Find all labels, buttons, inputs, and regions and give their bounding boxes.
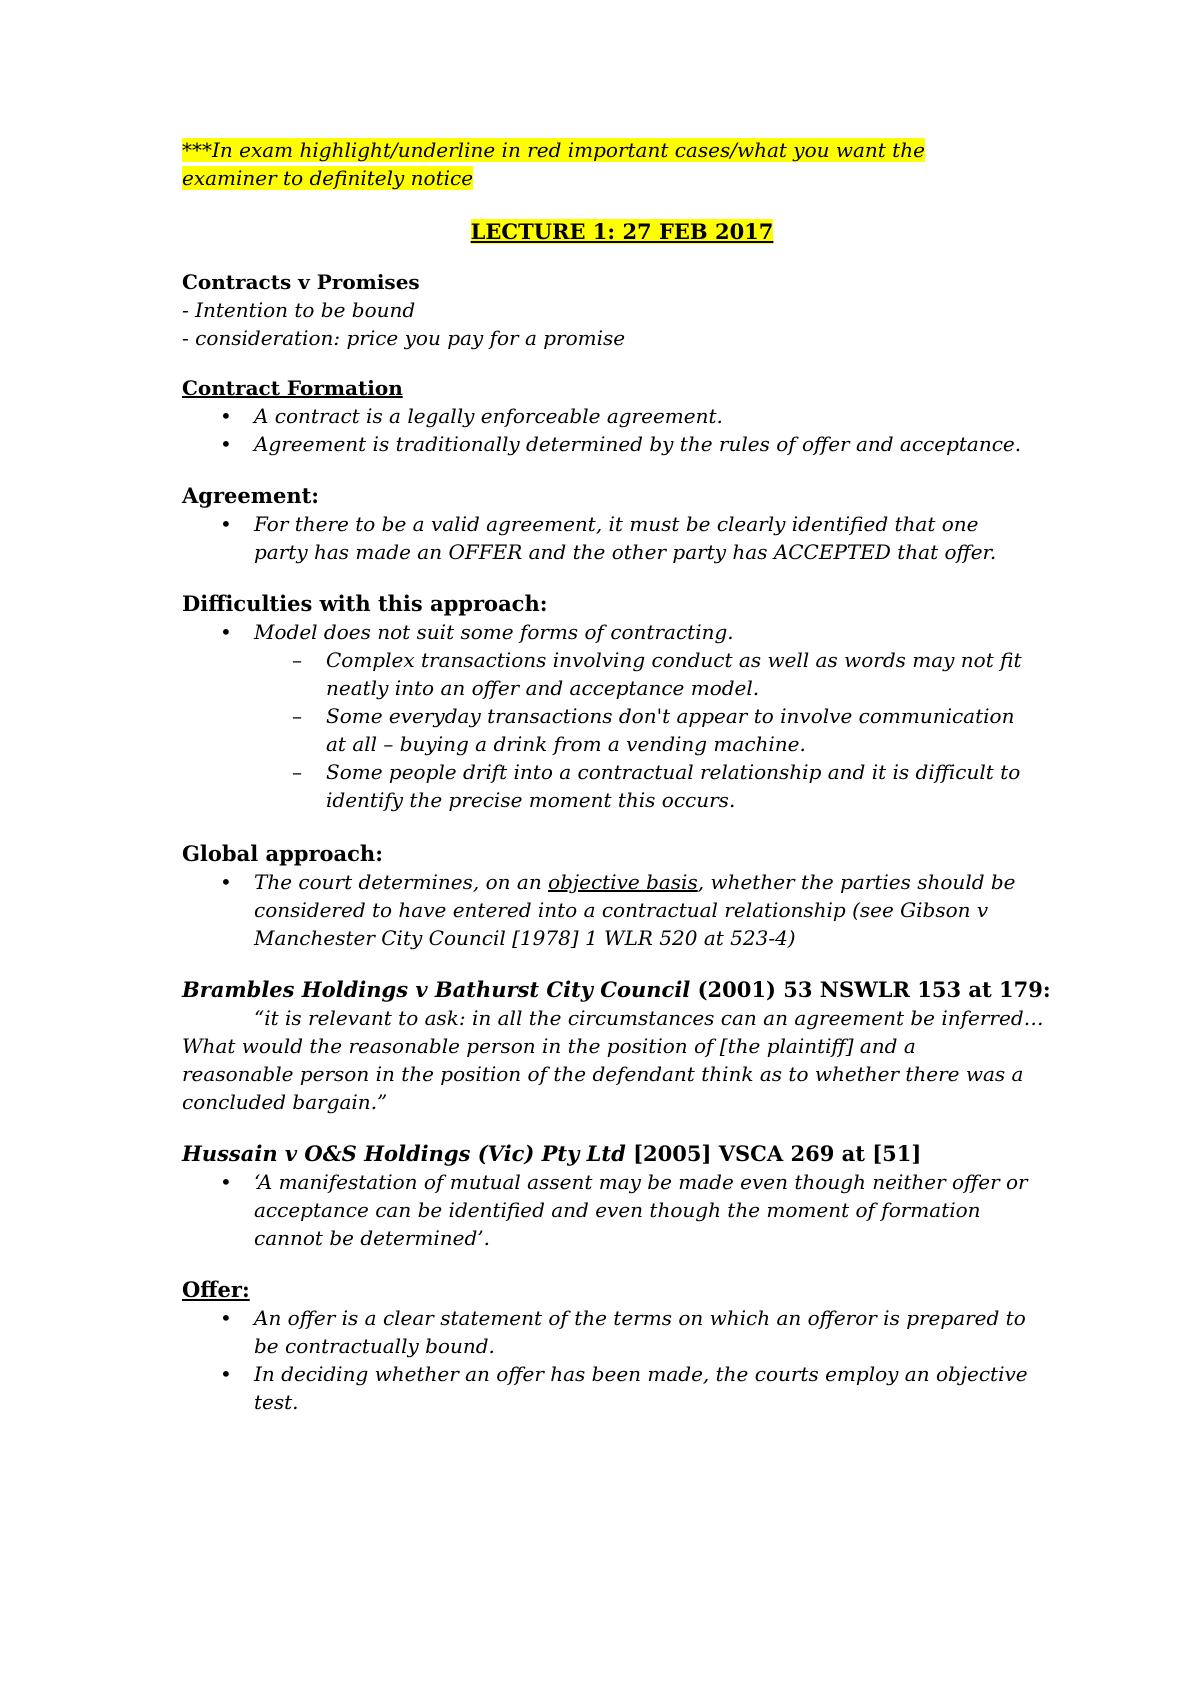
bullet-continuation: Manchester City Council [1978] 1 WLR 520 at 523-4) <box>254 926 796 950</box>
section-heading-formation: Contract Formation <box>182 376 403 400</box>
bullet-glyph: • <box>220 1306 232 1330</box>
list-item: - consideration: price you pay for a promise <box>182 326 626 350</box>
sub-bullet-item: – Complex transactions involving conduct as well as words may not fit <box>292 648 1022 672</box>
bullet-glyph: • <box>220 432 232 456</box>
sub-bullet-continuation: identify the precise moment this occurs. <box>326 788 736 812</box>
section-heading-offer: Offer: <box>182 1277 250 1302</box>
bullet-continuation: test. <box>254 1390 299 1414</box>
section-heading-agreement: Agreement: <box>182 483 320 508</box>
bullet-item: • Model does not suit some forms of contracting. <box>220 620 734 644</box>
bullet-continuation: party has made an OFFER and the other party has ACCEPTED that offer. <box>254 540 997 564</box>
document-page <box>182 136 1062 1416</box>
quote-line: What would the reasonable person in the position of [the plaintiff] and a <box>182 1034 916 1058</box>
bullet-glyph: • <box>220 512 232 536</box>
case-name: Hussain v O&S Holdings (Vic) Pty Ltd <box>182 1141 626 1166</box>
sub-bullet-continuation: neatly into an offer and acceptance model. <box>326 676 760 700</box>
bullet-item: • The court determines, on an objective basis, whether the parties should be <box>220 870 1016 894</box>
bullet-continuation: acceptance can be identified and even though the moment of formation <box>254 1198 981 1222</box>
exam-note-line-1: ***In exam highlight/underline in red important cases/what you want the <box>182 138 925 162</box>
dash-glyph: – <box>292 704 302 728</box>
exam-note-line-2: examiner to definitely notice <box>182 166 474 190</box>
bullet-item: • Agreement is traditionally determined by the rules of offer and acceptance. <box>220 432 1022 456</box>
quote-line: reasonable person in the position of the defendant think as to whether there was a <box>182 1062 1024 1086</box>
objective-basis-term: objective basis <box>548 870 698 894</box>
quote-line: “it is relevant to ask: in all the circumstances can an agreement be inferred… <box>254 1006 1044 1030</box>
case-heading-hussain <box>182 1140 1062 1168</box>
bullet-continuation: cannot be determined’. <box>254 1226 490 1250</box>
quote-line: concluded bargain.” <box>182 1090 388 1114</box>
bullet-glyph: • <box>220 404 232 428</box>
exam-note <box>182 136 1062 164</box>
sub-bullet-continuation: at all – buying a drink from a vending machine. <box>326 732 806 756</box>
case-citation: (2001) 53 NSWLR 153 at 179: <box>690 977 1051 1002</box>
case-citation: [2005] VSCA 269 at [51] <box>625 1141 922 1166</box>
list-item: - Intention to be bound <box>182 298 416 322</box>
bullet-item: • An offer is a clear statement of the terms on which an offeror is prepared to <box>220 1306 1026 1330</box>
case-heading-brambles <box>182 976 1062 1004</box>
bullet-glyph: • <box>220 1362 232 1386</box>
dash-glyph: – <box>292 648 302 672</box>
bullet-item: • For there to be a valid agreement, it must be clearly identified that one <box>220 512 979 536</box>
section-heading-difficulties: Difficulties with this approach: <box>182 591 548 616</box>
bullet-item: • A contract is a legally enforceable agreement. <box>220 404 723 428</box>
case-name: Brambles Holdings v Bathurst City Council <box>182 977 691 1002</box>
section-heading-contracts: Contracts v Promises <box>182 270 420 294</box>
bullet-glyph: • <box>220 870 232 894</box>
bullet-continuation: considered to have entered into a contractual relationship (see Gibson v <box>254 898 989 922</box>
bullet-glyph: • <box>220 1170 232 1194</box>
bullet-glyph: • <box>220 620 232 644</box>
bullet-item: • In deciding whether an offer has been made, the courts employ an objective <box>220 1362 1028 1386</box>
bullet-item: • ‘A manifestation of mutual assent may be made even though neither offer or <box>220 1170 1028 1194</box>
dash-glyph: – <box>292 760 302 784</box>
sub-bullet-item: – Some everyday transactions don't appear to involve communication <box>292 704 1015 728</box>
sub-bullet-item: – Some people drift into a contractual relationship and it is difficult to <box>292 760 1021 784</box>
lecture-title: LECTURE 1: 27 FEB 2017 <box>470 219 774 244</box>
bullet-continuation: be contractually bound. <box>254 1334 495 1358</box>
section-heading-global: Global approach: <box>182 841 383 866</box>
